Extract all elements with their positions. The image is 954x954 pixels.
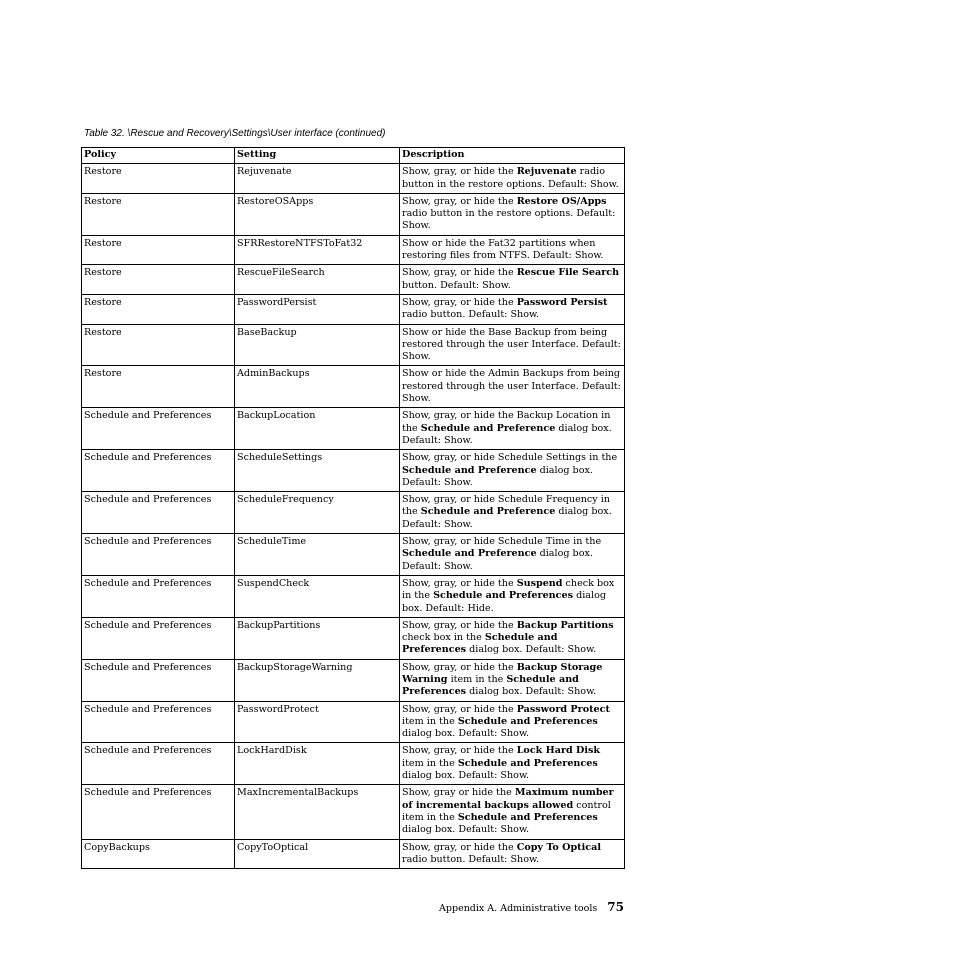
- table-body: [82, 164, 625, 869]
- description-text: dialog box. Default: Show.: [402, 422, 612, 446]
- cell-policy: Schedule and Preferences: [82, 492, 235, 534]
- description-emphasis: Maximum number of incremental backups allowed: [402, 787, 614, 811]
- description-text: button. Default: Show.: [402, 279, 511, 291]
- cell-setting: RescueFileSearch: [235, 265, 400, 295]
- cell-setting: BaseBackup: [235, 324, 400, 366]
- description-text: Show, gray, or hide the: [402, 267, 517, 279]
- cell-policy: Schedule and Preferences: [82, 575, 235, 617]
- description-text: Show, gray or hide the: [402, 787, 515, 799]
- cell-policy: CopyBackups: [82, 839, 235, 869]
- description-text: Show or hide the Base Backup from being restored through the user Interface. Default: Show.: [402, 326, 621, 363]
- description-emphasis: Restore OS/Apps: [516, 195, 607, 207]
- cell-policy: Schedule and Preferences: [82, 743, 235, 785]
- cell-setting: PasswordPersist: [235, 294, 400, 324]
- table-row: [82, 617, 625, 659]
- cell-setting: MaxIncrementalBackups: [235, 785, 400, 839]
- cell-description: [400, 617, 625, 659]
- cell-policy: Restore: [82, 324, 235, 366]
- description-emphasis: Schedule and Preferences: [457, 715, 598, 727]
- table-caption: Table 32. \Rescue and Recovery\Settings\User interface (continued): [84, 128, 386, 139]
- description-text: dialog box. Default: Show.: [402, 770, 530, 782]
- description-emphasis: Schedule and Preference: [402, 464, 537, 476]
- cell-policy: Restore: [82, 366, 235, 408]
- cell-description: [400, 450, 625, 492]
- cell-description: [400, 743, 625, 785]
- description-emphasis: Schedule and Preference: [402, 548, 537, 560]
- description-text: radio button. Default: Show.: [402, 853, 540, 865]
- description-text: radio button. Default: Show.: [402, 309, 540, 321]
- table-row: [82, 492, 625, 534]
- header-setting: Setting: [235, 148, 400, 164]
- policy-settings-table: [81, 147, 625, 869]
- cell-setting: BackupPartitions: [235, 617, 400, 659]
- cell-setting: ScheduleSettings: [235, 450, 400, 492]
- description-text: check box in the: [402, 577, 615, 602]
- description-text: dialog box. Default: Show.: [402, 728, 530, 740]
- cell-description: [400, 492, 625, 534]
- description-text: Show or hide the Admin Backups from being restored through the user Interface. Default: Show.: [402, 368, 621, 405]
- cell-setting: BackupStorageWarning: [235, 659, 400, 701]
- table-row: [82, 450, 625, 492]
- table-row: [82, 575, 625, 617]
- cell-description: [400, 324, 625, 366]
- cell-policy: Schedule and Preferences: [82, 785, 235, 839]
- description-emphasis: Schedule and Preferences: [402, 673, 579, 698]
- cell-description: [400, 235, 625, 265]
- cell-setting: ScheduleTime: [235, 534, 400, 576]
- table-header-row: [82, 148, 625, 164]
- description-text: dialog box. Default: Hide.: [402, 590, 606, 614]
- description-text: dialog box. Default: Show.: [402, 464, 593, 488]
- cell-setting: AdminBackups: [235, 366, 400, 408]
- cell-description: [400, 701, 625, 743]
- cell-setting: ScheduleFrequency: [235, 492, 400, 534]
- cell-setting: BackupLocation: [235, 408, 400, 450]
- cell-setting: LockHardDisk: [235, 743, 400, 785]
- description-emphasis: Suspend: [516, 577, 563, 589]
- cell-policy: Restore: [82, 164, 235, 194]
- table-row: [82, 659, 625, 701]
- cell-policy: Schedule and Preferences: [82, 659, 235, 701]
- description-text: Show or hide the Fat32 partitions when restoring files from NTFS. Default: Show.: [402, 237, 604, 262]
- cell-description: [400, 265, 625, 295]
- cell-setting: CopyToOptical: [235, 839, 400, 869]
- cell-policy: Schedule and Preferences: [82, 701, 235, 743]
- cell-setting: SuspendCheck: [235, 575, 400, 617]
- table-row: [82, 839, 625, 869]
- cell-description: [400, 294, 625, 324]
- page-number: 75: [607, 900, 624, 914]
- description-text: Show, gray, or hide the Backup Location in the: [402, 410, 611, 434]
- cell-policy: Schedule and Preferences: [82, 408, 235, 450]
- description-text: Show, gray, or hide the: [402, 195, 517, 207]
- table-row: [82, 366, 625, 408]
- cell-setting: SFRRestoreNTFSToFat32: [235, 235, 400, 265]
- description-emphasis: Schedule and Preference: [420, 506, 556, 518]
- table-row: [82, 743, 625, 785]
- table-row: [82, 235, 625, 265]
- cell-policy: Schedule and Preferences: [82, 617, 235, 659]
- table-row: [82, 785, 625, 839]
- page-footer: [439, 900, 624, 914]
- description-emphasis: Password Persist: [516, 296, 608, 308]
- table-row: [82, 324, 625, 366]
- cell-description: [400, 193, 625, 235]
- description-text: Show, gray, or hide the: [402, 619, 517, 631]
- description-text: Show, gray, or hide Schedule Frequency in the: [402, 494, 611, 518]
- description-emphasis: Schedule and Preferences: [457, 757, 598, 769]
- table-row: [82, 265, 625, 295]
- description-emphasis: Schedule and Preferences: [402, 632, 558, 656]
- description-text: dialog box. Default: Show.: [466, 644, 597, 656]
- header-description: Description: [400, 148, 625, 164]
- cell-policy: Restore: [82, 265, 235, 295]
- description-emphasis: Schedule and Preferences: [433, 590, 574, 602]
- table-row: [82, 193, 625, 235]
- description-text: item in the: [402, 757, 458, 769]
- table-row: [82, 164, 625, 194]
- cell-policy: Schedule and Preferences: [82, 450, 235, 492]
- description-text: dialog box. Default: Show.: [402, 506, 612, 530]
- cell-description: [400, 785, 625, 839]
- cell-setting: RestoreOSApps: [235, 193, 400, 235]
- description-text: Show, gray, or hide Schedule Settings in the: [402, 452, 618, 464]
- description-emphasis: Backup Partitions: [516, 619, 614, 631]
- description-text: control item in the: [402, 799, 611, 823]
- description-text: Show, gray, or hide the: [402, 841, 517, 853]
- cell-description: [400, 839, 625, 869]
- description-text: check box in the: [402, 632, 485, 644]
- cell-description: [400, 534, 625, 576]
- header-policy: Policy: [82, 148, 235, 164]
- cell-setting: PasswordProtect: [235, 701, 400, 743]
- description-text: Show, gray, or hide the: [402, 661, 517, 673]
- cell-policy: Schedule and Preferences: [82, 534, 235, 576]
- description-text: radio button in the restore options. Default: Show.: [402, 166, 619, 190]
- description-text: item in the: [447, 673, 507, 685]
- description-text: dialog box. Default: Show.: [402, 824, 530, 836]
- footer-section-title: Appendix A. Administrative tools: [439, 903, 598, 914]
- description-emphasis: Schedule and Preference: [420, 422, 556, 434]
- description-text: Show, gray, or hide the: [402, 166, 517, 178]
- description-text: Show, gray, or hide the: [402, 577, 517, 589]
- cell-policy: Restore: [82, 235, 235, 265]
- cell-description: [400, 659, 625, 701]
- description-text: Show, gray, or hide the: [402, 703, 517, 715]
- cell-policy: Restore: [82, 193, 235, 235]
- table-row: [82, 294, 625, 324]
- description-emphasis: Rescue File Search: [516, 267, 620, 279]
- description-emphasis: Copy To Optical: [516, 841, 601, 853]
- description-text: item in the: [402, 715, 458, 727]
- cell-description: [400, 366, 625, 408]
- description-text: radio button in the restore options. Default: Show.: [402, 208, 616, 232]
- description-text: Show, gray, or hide Schedule Time in the: [402, 536, 602, 548]
- cell-description: [400, 575, 625, 617]
- cell-description: [400, 164, 625, 194]
- description-emphasis: Backup Storage Warning: [402, 661, 603, 685]
- table-row: [82, 408, 625, 450]
- description-emphasis: Rejuvenate: [516, 166, 577, 178]
- description-emphasis: Lock Hard Disk: [516, 745, 601, 757]
- description-emphasis: Schedule and Preferences: [457, 811, 598, 823]
- description-emphasis: Password Protect: [516, 703, 610, 715]
- cell-policy: Restore: [82, 294, 235, 324]
- cell-setting: Rejuvenate: [235, 164, 400, 194]
- table-row: [82, 534, 625, 576]
- description-text: Show, gray, or hide the: [402, 745, 517, 757]
- description-text: dialog box. Default: Show.: [466, 686, 597, 698]
- description-text: dialog box. Default: Show.: [402, 548, 593, 572]
- table-row: [82, 701, 625, 743]
- description-text: Show, gray, or hide the: [402, 296, 517, 308]
- cell-description: [400, 408, 625, 450]
